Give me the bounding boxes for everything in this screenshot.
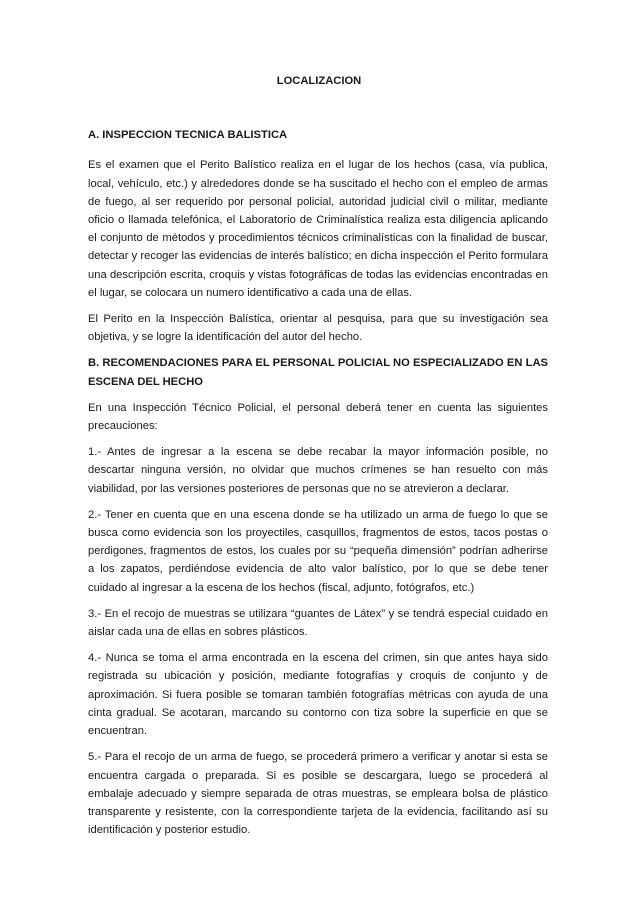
section-b-heading: B. RECOMENDACIONES PARA EL PERSONAL POLICIAL NO ESPECIALIZADO EN LAS ESCENA DEL HECHO [88, 357, 548, 388]
document-title: LOCALIZACION [276, 75, 362, 87]
recommendation-item-2: 2.- Tener en cuenta que en una escena donde se ha utilizado un arma de fuego lo que se busca como evidencia son los proyectiles, casquillos, fragmentos de estos, tacos postas o perdigones, fragmentos de estos, los cuales por su “pequeña dimensión” podrían adherirse a los zapatos, perdiéndose evidencia de alto valor balístico, por lo que se debe tener cuidado al ingresar a la escena de los hechos (fiscal, adjunto, fotógrafos, etc.) [88, 508, 548, 594]
section-a-heading: A. INSPECCION TECNICA BALISTICA [88, 129, 288, 142]
recommendation-item-4: 4.- Nunca se toma el arma encontrada en la escena del crimen, sin que antes haya sido registrada su ubicación y posición, mediante fotografías y croquis de conjunto y de aproximación. Si fuera posible se tomaran también fotografías métricas con ayuda de una cinta gradual. Se acotaran, marcando su contorno con tiza sobre la superficie en que se encuentran. [88, 652, 548, 738]
document-page [88, 72, 548, 847]
section-b-intro: En una Inspección Técnico Policial, el personal deberá tener en cuenta las siguientes precauciones: [88, 401, 548, 433]
section-a-paragraph-2: El Perito en la Inspección Balística, orientar al pesquisa, para que su investigación sea objetiva, y se logre la identificación del autor del hecho. [88, 313, 548, 344]
recommendation-item-5: 5.- Para el recojo de un arma de fuego, se procederá primero a verificar y anotar si esta se encuentra cargada o preparada. Si es posible se descargara, luego se procederá al embalaje adecuado y siempre separada de otras muestras, se empleara bolsa de plástico transparente y resistente, con la correspondiente tarjeta de la evidencia, facilitando así su identificación y posterior estudio. [88, 751, 548, 837]
recommendation-item-1: 1.- Antes de ingresar a la escena se debe recabar la mayor información posible, no descartar ninguna versión, no olvidar que muchos crímenes se han resuelto con más viabilidad, por las versiones posteriores de personas que no se atrevieron a declarar. [88, 446, 548, 495]
section-a-paragraph-1: Es el examen que el Perito Balístico realiza en el lugar de los hechos (casa, vía publica, local, vehículo, etc.) y alrededores donde se ha suscitado el hecho con el empleo de armas de fuego, al ser requerido por personal policial, autoridad judicial civil o militar, mediante oficio o llamada telefónica, el Laboratorio de Criminalística realiza esta diligencia aplicando el conjunto de métodos y procedimientos técnicos criminalísticas con la finalidad de buscar, detectar y recoger las evidencias de interés balístico; en dicha inspección el Perito formulara una descripción escrita, croquis y vistas fotográficas de todas las evidencias encontradas en el lugar, se colocara un numero identificativo a cada una de ellas. [88, 159, 548, 299]
recommendation-item-3: 3.- En el recojo de muestras se utilizara “guantes de Látex” y se tendrá especial cuidado en aislar cada una de ellas en sobres plásticos. [88, 607, 548, 639]
